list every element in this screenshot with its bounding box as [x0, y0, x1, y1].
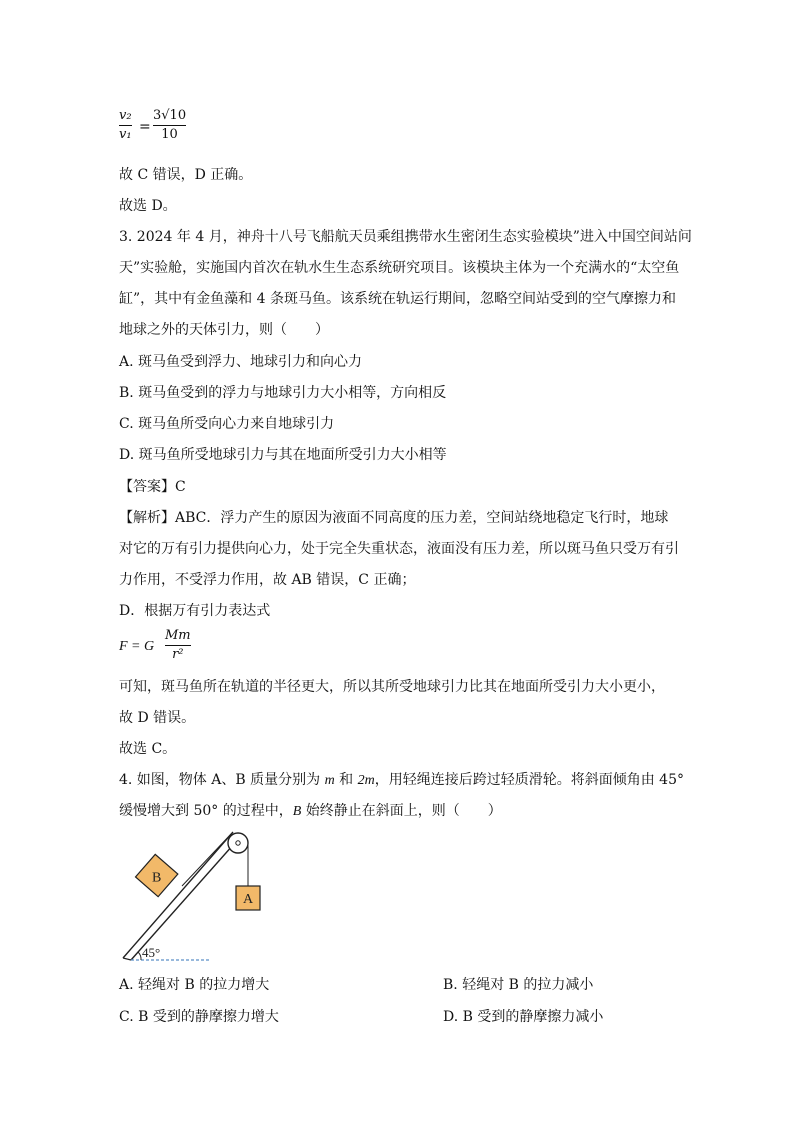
equals-sign: = — [139, 119, 151, 135]
velocity-ratio-lhs: v₂ v₁ — [119, 108, 132, 142]
answer-value: C — [175, 479, 186, 495]
q3-option-a: A. 斑马鱼受到浮力、地球引力和向心力 — [119, 354, 363, 370]
q3-stem-line-2: 天”实验舱，实施国内首次在轨水生生态系统研究项目。该模块主体为一个充满水的“太空鱼 — [119, 260, 680, 276]
block-a-label: A — [242, 892, 254, 907]
gravitation-lhs: F = G — [119, 639, 155, 654]
q3-after-line-2: 故 D 错误。 — [119, 710, 196, 726]
svg-text:B: B — [152, 870, 162, 886]
rope-to-b — [182, 834, 231, 886]
q4-stem-line-1: 4. 如图，物体 A、B 质量分别为 m 和 2m，用轻绳连接后跨过轻质滑轮。将斜面倾角由 45° — [119, 772, 684, 788]
q3-stem-line-3: 缸”，其中有金鱼藻和 4 条斑马鱼。该系统在轨运行期间，忽略空间站受到的空气摩擦力和 — [119, 291, 676, 307]
incline-edge-lower — [123, 832, 233, 958]
q4-option-c: C. B 受到的静摩擦力增大 — [119, 1009, 279, 1025]
q3-option-c: C. 斑马鱼所受向心力来自地球引力 — [119, 416, 335, 432]
q3-after-line-1: 可知，斑马鱼所在轨道的半径更大，所以其所受地球引力比其在地面所受引力大小更小， — [119, 679, 665, 695]
q3-analysis-line-2: 对它的万有引力提供向心力，处于完全失重状态，液面没有压力差，所以斑马鱼只受万有引 — [119, 541, 679, 557]
q4-option-d: D. B 受到的静摩擦力减小 — [443, 1009, 604, 1025]
answer-tag: 【答案】 — [119, 479, 175, 495]
q3-answer — [119, 477, 186, 497]
q3-analysis-line-4: D．根据万有引力表达式 — [119, 603, 271, 619]
q4-option-a: A. 轻绳对 B 的拉力增大 — [119, 977, 270, 993]
block-b — [136, 854, 178, 896]
q3-after-line-3: 故选 C。 — [119, 741, 177, 757]
angle-arc — [138, 952, 141, 960]
gravitation-formula — [119, 628, 239, 672]
q3-stem-line-4: 地球之外的天体引力，则（ ） — [119, 322, 329, 338]
q3-analysis-line-3: 力作用，不受浮力作用，故 AB 错误，C 正确； — [119, 572, 416, 588]
q3-analysis-line-1: 【解析】ABC．浮力产生的原因为液面不同高度的压力差，空间站绕地稳定飞行时，地球 — [119, 510, 669, 526]
prev-conclusion: 故 C 错误，D 正确。 — [119, 167, 253, 183]
q4-stem-line-2: 缓慢增大到 50° 的过程中，B 始终静止在斜面上，则（ ） — [119, 803, 502, 819]
incline-pulley-figure — [115, 826, 285, 966]
q3-stem-line-1: 3. 2024 年 4 月，神舟十八号飞船航天员乘组携带水生密闭生态实验模块”进入中国空间站问 — [119, 229, 692, 245]
q4-option-b: B. 轻绳对 B 的拉力减小 — [443, 977, 594, 993]
analysis-tag: 【解析】 — [119, 510, 175, 526]
velocity-ratio-formula — [119, 108, 239, 152]
gravitation-fraction: Mm r² — [165, 628, 191, 662]
incline-edge-upper — [131, 836, 241, 960]
block-b-symbol: B — [292, 804, 302, 819]
velocity-ratio-rhs: 3√10 10 — [153, 108, 187, 142]
angle-label: 45° — [142, 945, 161, 960]
q3-option-d: D. 斑马鱼所受地球引力与其在地面所受引力大小相等 — [119, 447, 447, 463]
q3-option-b: B. 斑马鱼受到的浮力与地球引力大小相等，方向相反 — [119, 385, 447, 401]
prev-choice: 故选 D。 — [119, 198, 177, 214]
mass-b-symbol: 2m — [357, 773, 375, 788]
mass-a-symbol: m — [324, 773, 335, 788]
